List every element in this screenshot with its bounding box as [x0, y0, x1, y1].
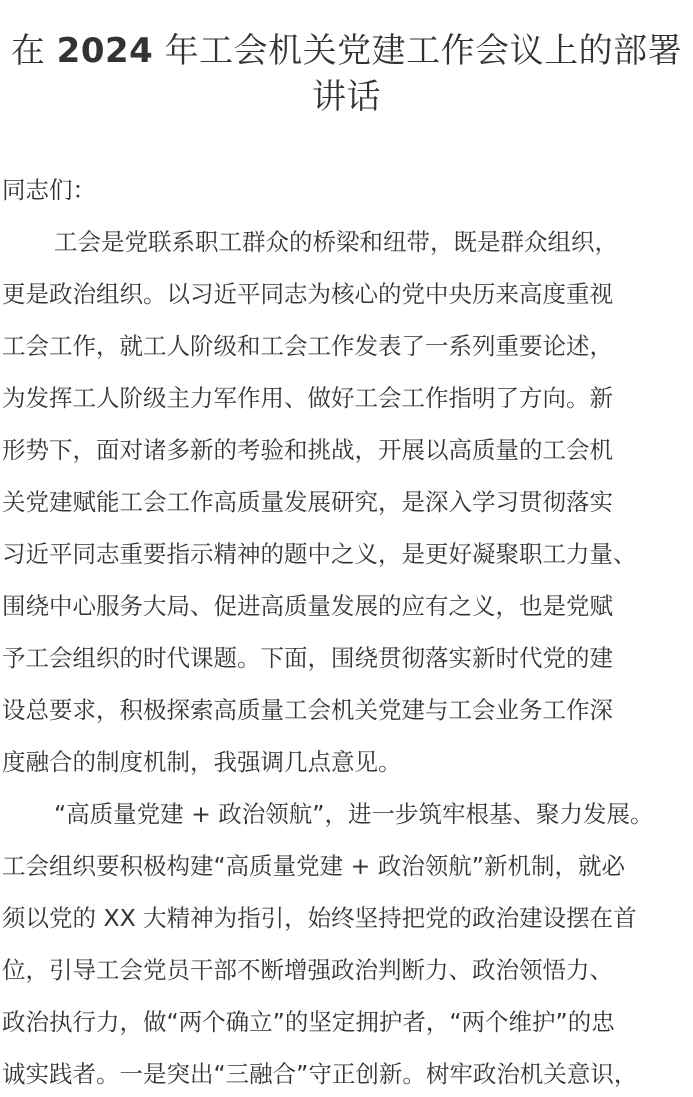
title-line-2: 讲话 [312, 77, 381, 117]
title-rest: 年工会机关党建工作会议上的部署 [153, 31, 683, 71]
title-year: 2024 [56, 31, 154, 71]
body-line: 工会工作，就工人阶级和工会工作发表了一系列重要论述， [2, 332, 613, 360]
body-line: 工会是党联系职工群众的桥梁和纽带，既是群众组织， [54, 228, 618, 256]
speech-body [2, 164, 693, 1097]
body-line: 诚实践者。一是突出“三融合”守正创新。树牢政治机关意识， [2, 1060, 638, 1088]
body-line: 须以党的 XX 大精神为指引，始终坚持把党的政治建设摆在首 [2, 904, 637, 932]
body-line: 为发挥工人阶级主力军作用、做好工会工作指明了方向。新 [2, 384, 613, 412]
body-line: 度融合的制度机制，我强调几点意见。 [2, 748, 402, 776]
body-line: 关党建赋能工会工作高质量发展研究，是深入学习贯彻落实 [2, 488, 613, 516]
body-line: 位，引导工会党员干部不断增强政治判断力、政治领悟力、 [2, 956, 613, 984]
page-title [0, 28, 693, 120]
body-line: 予工会组织的时代课题。下面，围绕贯彻落实新时代党的建 [2, 644, 613, 672]
body-line: 围绕中心服务大局、促进高质量发展的应有之义，也是党赋 [2, 592, 613, 620]
body-line: 设总要求，积极探索高质量工会机关党建与工会业务工作深 [2, 696, 613, 724]
body-line: “高质量党建 + 政治领航”，进一步筑牢根基、聚力发展。 [54, 800, 654, 828]
body-line: 更是政治组织。以习近平同志为核心的党中央历来高度重视 [2, 280, 613, 308]
title-prefix: 在 [10, 31, 57, 71]
body-line: 工会组织要积极构建“高质量党建 + 政治领航”新机制，就必 [2, 852, 625, 880]
body-line: 习近平同志重要指示精神的题中之义，是更好凝聚职工力量、 [2, 540, 637, 568]
body-line: 政治执行力，做“两个确立”的坚定拥护者，“两个维护”的忠 [2, 1008, 615, 1036]
salutation: 同志们： [2, 176, 96, 204]
body-line: 形势下，面对诸多新的考验和挑战，开展以高质量的工会机 [2, 436, 613, 464]
